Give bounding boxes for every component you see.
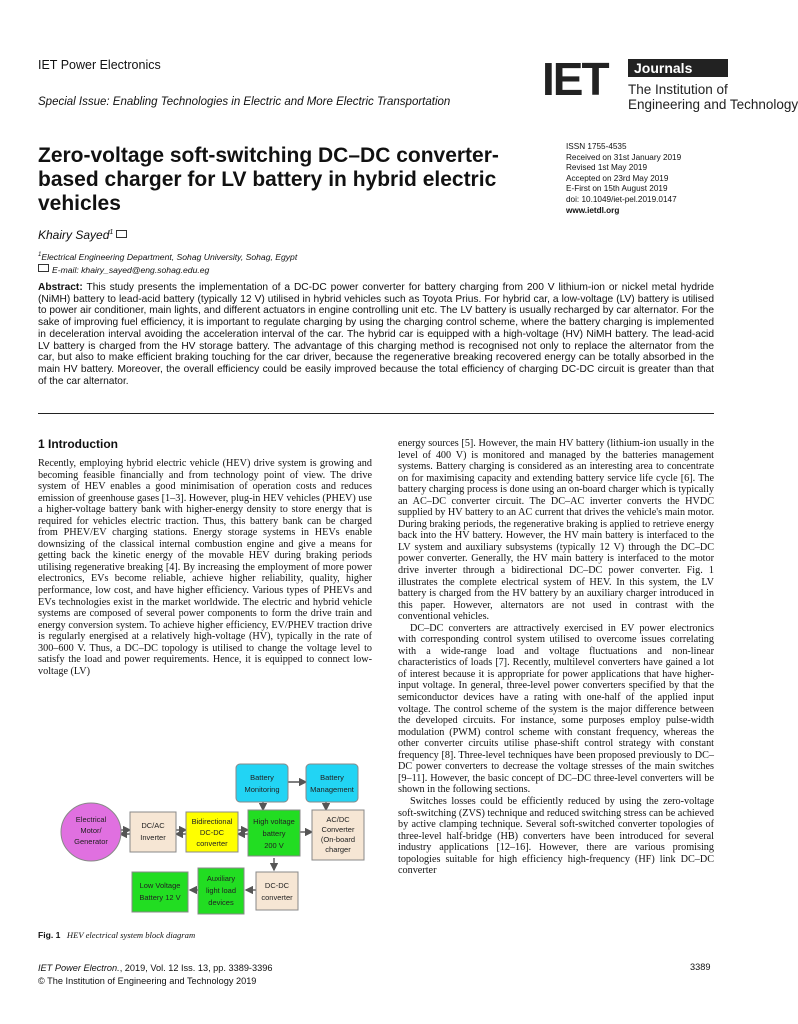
dcdc-block: [256, 872, 298, 910]
citation-details: , 2019, Vol. 12 Iss. 13, pp. 3389-3396: [119, 963, 273, 973]
author-name[interactable]: Khairy Sayed: [38, 228, 110, 242]
issn: ISSN 1755-4535: [566, 142, 627, 151]
svg-text:charger: [325, 845, 351, 854]
affiliation: Electrical Engineering Department, Sohag University, Sohag, Egypt: [41, 251, 298, 262]
bidir-line-2: DC-DC: [199, 828, 225, 837]
lv-line-1: Low Voltage: [139, 881, 181, 890]
article-meta: [566, 142, 681, 216]
svg-text:Battery: [250, 773, 274, 782]
logo-journals: Journals: [628, 59, 728, 77]
header-divider: [38, 413, 714, 414]
paper-title: Zero-voltage soft-switching DC–DC converter-based charger for LV battery in hybrid electric vehicles: [38, 144, 499, 215]
svg-text:Generator: [74, 837, 108, 846]
hv-line-2: battery: [262, 829, 286, 838]
svg-text:converter: [196, 839, 228, 848]
svg-text:Inverter: [140, 833, 166, 842]
svg-text:Auxiliary: [207, 874, 236, 883]
bidir-line-1: Bidirectional: [191, 817, 233, 826]
aux-line-3: devices: [208, 898, 234, 907]
dcac-line-1: DC/AC: [141, 821, 165, 830]
svg-text:Converter: [322, 825, 355, 834]
svg-text:Bidirectional: [192, 817, 233, 826]
left-paragraph: Recently, employing hybrid electric vehicle (HEV) drive system is growing and becoming feasible financially and from technology point of view. The drive system of HEV enables a good minimisation of operation costs and reduces emission of greenhouse gases [1–3]. However, plug-in HEV vehicles (PHEV) use a higher-voltage battery bank with higher-energy density to store energy that is required for vehicles electric traction. Thus, this battery bank can be charged from PHEV/EV charging stations. Energy storage systems in HEVs enable downsizing of the classical internal combustion engine and give a means for getting back the kinetic energy of the movable HEV during braking periods utilising regenerative breaking [4]. By increasing the employment of more power electronics, EVs become reliable, achieve higher reliability, quality, higher performance, low cost, and have higher efficiency. Various types of PHEVs and EVs technologies exist in the market worldwide. The electric and hybrid vehicle systems are composed of several power components to form the drive train and energy conversion system. To achieve higher efficiency, EV/PHEV traction drive is regularly energised at a relatively high-voltage (HV), typically in the rate of 300–600 V. Thus, a DC–DC topology is utilised to change the voltage level to satisfy the load and power requirements. Hence, it is equipped to connect low-voltage (LV): [38, 458, 372, 677]
svg-text:DC/AC: [141, 821, 165, 830]
acdc-line-4: charger: [325, 845, 351, 854]
svg-text:converter: [261, 893, 293, 902]
dcdc-line-2: converter: [261, 893, 293, 902]
author-email[interactable]: E-mail: khairy_sayed@eng.sohag.edu.eg: [52, 264, 210, 275]
svg-text:light load: [206, 886, 236, 895]
svg-text:Electrical: [76, 815, 107, 824]
svg-text:DC-DC: [265, 881, 290, 890]
svg-text:High voltage: [253, 817, 295, 826]
received-date: Received on 31st January 2019: [566, 152, 682, 162]
dcac-line-2: Inverter: [140, 833, 166, 842]
figure-caption-text: HEV electrical system block diagram: [66, 930, 196, 940]
svg-text:Monitoring: [244, 785, 279, 794]
footer: [38, 962, 272, 988]
dcac-block: [130, 812, 176, 852]
right-paragraph-2: DC–DC converters are attractively exercised in EV power electronics with corresponding control system utilised to overcome issues correlating with a wide-range load and voltage fluctuations and non-linear characteristics of loads [7]. Recently, multilevel converters have gained a lot of interest because it is appropriate for power applications that have higher-input voltage. In general, three-level power converters specified by that the semiconductor devices have a rating with one-half of the applied input voltage. The control scheme of the system is the major difference between the developed circuits. For instance, some purposes employ pulse-width modulation (PWM) control scheme with constant frequency, whereas the other converter circuits utilise phase-shift control strategy with constant frequency [8]. Three-level techniques have been proposed previously to DC–DC power converters to decrease the voltage stresses of the main switches [9–11]. However, the basic concept of DC–DC three-level converters will be shown in the following sections.: [398, 622, 714, 796]
svg-text:200 V: [264, 841, 284, 850]
revised-date: Revised 1st May 2019: [566, 163, 648, 173]
manage-line-2: Management: [310, 785, 354, 794]
abstract-text: This study presents the implementation of a DC-DC power converter for battery charging from 200 V lithium-ion or nickel metal hydride (NiMH) battery to lead-acid battery (typically 12 V) utilised in hybrid vehicles such as Toyota Prius. For hybrid car, a low-voltage (LV) battery is utilised to power air conditioner, main lights, and different actuators in engine controlling unit etc. The LV battery is usually recharged by car alternator. For the sake of improving fuel efficiency, it is important to regulate charging by using the charging control scheme, where the battery charging is implemented in deceleration interval avoiding the acceleration interval of the car. The hybrid car is equipped with a high-voltage (HV) NiMH battery. The lead-acid LV battery is charged from the HV storage battery. The advantage of this charging method is recognised not only to replace the alternator from the car, but also to make efficient braking touching for the car driver, because the regenerative breaking recovered energy can be totally absorbed in the main HV battery. Moreover, the overall efficiency could be easily improved because the total efficiency of charging DC-DC circuit is greater than that of the car alternator.: [38, 282, 714, 387]
bidir-line-3: converter: [196, 839, 228, 848]
svg-text:battery: [263, 829, 286, 838]
lv-line-2: Battery 12 V: [139, 893, 181, 902]
right-column: [398, 438, 714, 877]
left-column: [38, 458, 372, 677]
management-block: [306, 764, 358, 802]
svg-text:(On-board: [321, 835, 355, 844]
manage-line-1: Battery: [320, 773, 344, 782]
acdc-line-3: (On-board: [320, 835, 356, 844]
svg-text:devices: [208, 898, 234, 907]
email-icon-small: [38, 264, 49, 272]
section-heading: 1 Introduction: [38, 437, 118, 451]
affiliation-sup: 1: [38, 252, 42, 258]
author-line: [38, 228, 127, 242]
svg-text:Motor/: [80, 826, 102, 835]
accepted-date: Accepted on 23rd May 2019: [566, 173, 669, 183]
abstract-label: Abstract:: [38, 282, 83, 293]
logo-institution-line2: Engineering and Technology: [628, 97, 798, 112]
copyright: © The Institution of Engineering and Technology 2019: [38, 976, 257, 986]
motor-line-2: Motor/: [80, 826, 102, 835]
aux-line-2: light load: [205, 886, 237, 895]
motor-line-1: Electrical: [75, 815, 107, 824]
aux-line-1: Auxiliary: [206, 874, 236, 883]
journal-name: IET Power Electronics: [38, 58, 161, 72]
email-icon[interactable]: [116, 230, 127, 238]
acdc-line-2: Converter: [321, 825, 355, 834]
figure-caption: [38, 930, 195, 940]
right-paragraph-3: Switches losses could be efficiently reduced by using the zero-voltage soft-switching (ZVS) technique and reduced switching stress can be achieved by active clamping technique. Several soft-switched converter topologies of three-level half-bridge (HB) converters have been introduced for several industry applications [12–16]. However, there are various promising topologies suitable for high efficiency high-frequency (HF) link DC–DC converter: [398, 795, 714, 877]
page-number: 3389: [690, 962, 711, 972]
svg-text:Battery: [320, 773, 344, 782]
svg-text:DC-DC: [200, 828, 225, 837]
acdc-line-1: AC/DC: [326, 815, 350, 824]
dcdc-line-1: DC-DC: [264, 881, 290, 890]
hv-line-3: 200 V: [264, 841, 284, 850]
svg-text:Battery 12 V: [139, 893, 180, 902]
logo-text: IET: [542, 53, 608, 105]
figure-label: Fig. 1: [38, 930, 61, 940]
affiliation-block: [38, 249, 297, 277]
lv-battery-block: [132, 872, 188, 912]
svg-text:Management: [310, 785, 355, 794]
right-paragraph-1: energy sources [5]. However, the main HV battery (lithium-ion usually in the level of 400 V) is monitored and managed by the batteries management systems. Battery charging is considered as an interesting area to concentrate on for maximising capacity and extending battery service life cycle [6]. The battery charging process is done using an on-board charger which is typically an AC–DC converter circuit. The DC–AC inverter converts the HVDC supplied by HV battery to an AC current that drives the vehicle's main motor. During braking periods, the regenerative braking is applied to retrieve energy back into the HV battery. However, the HV main battery is interfaced to the LV system and auxiliary subsystems (typically 12 V) through the DC–DC power converter. Generally, the HV main battery is interfaced to the motor drive inverter through a bidirectional DC–DC power converter. Fig. 1 illustrates the complete electrical system of HEV. In this system, the LV battery is charged from the HV battery by an auxiliary charger introduced in this paper. However, alternators are not used in contrast with the conventional vehicles.: [398, 438, 714, 623]
figure-block-diagram: [58, 760, 376, 918]
efirst-date: E-First on 15th August 2019: [566, 184, 668, 194]
motor-line-3: Generator: [74, 837, 108, 846]
citation-journal: IET Power Electron.: [38, 963, 120, 973]
logo-institution-line1: The Institution of: [628, 82, 728, 97]
svg-text:Low Voltage: [140, 881, 181, 890]
monitor-line-2: Monitoring: [244, 785, 280, 794]
special-issue: Special Issue: Enabling Technologies in Electric and More Electric Transportation: [38, 96, 451, 108]
monitor-line-1: Battery: [250, 773, 274, 782]
monitoring-block: [236, 764, 288, 802]
hv-line-1: High voltage: [253, 817, 295, 826]
svg-text:AC/DC: [326, 815, 350, 824]
abstract: [38, 282, 714, 387]
iet-logo: [542, 53, 798, 120]
website-link[interactable]: www.ietdl.org: [566, 205, 620, 215]
author-sup: 1: [109, 229, 114, 236]
doi[interactable]: doi: 10.1049/iet-pel.2019.0147: [566, 194, 677, 204]
